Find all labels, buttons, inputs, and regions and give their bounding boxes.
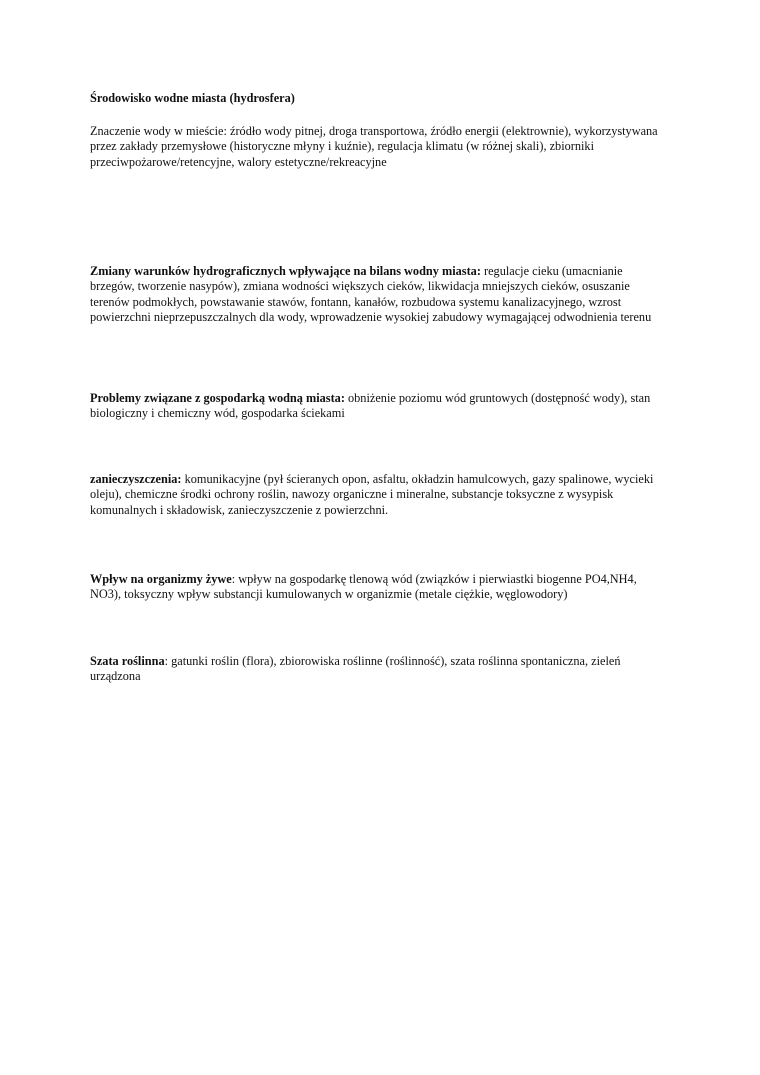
section-text: : gatunki roślin (flora), zbiorowiska roślinne (roślinność), szata roślinna spontaniczna, zieleń urządzona <box>90 654 621 684</box>
section-lead: Zmiany warunków hydrograficznych wpływające na bilans wodny miasta: <box>90 264 481 278</box>
section-vegetation <box>90 654 665 685</box>
section-text: regulacje cieku (umacnianie brzegów, tworzenie nasypów), zmiana wodności większych cieków, likwidacja mniejszych cieków, osuszanie terenów podmokłych, powstawanie stawów, fontann, kanałów, rozbudowa systemu kanalizacyjnego, wzrost powierzchni nieprzepuszczalnych dla wody, wprowadzenie wysokiej zabudowy wymagającej odwodnienia terenu <box>90 264 652 325</box>
section-text: komunikacyjne (pył ścieranych opon, asfaltu, okładzin hamulcowych, gazy spalinowe, wycieki oleju), chemiczne środki ochrony roślin, nawozy organiczne i mineralne, substancje toksyczne z wysypisk komunalnych i składowisk, zanieczyszczenie z powierzchni. <box>90 472 654 517</box>
section-text: obniżenie poziomu wód gruntowych (dostępność wody), stan biologiczny i chemiczny wód, gospodarka ściekami <box>90 391 651 421</box>
section-lead: zanieczyszczenia: <box>90 472 182 486</box>
section-text: : wpływ na gospodarkę tlenową wód (związków i pierwiastki biogenne PO4,NH4, NO3), toksyczny wpływ substancji kumulowanych w organizmie (metale ciężkie, węglowodory) <box>90 572 637 602</box>
intro-paragraph: Znaczenie wody w mieście: źródło wody pitnej, droga transportowa, źródło energii (elektrownie), wykorzystywana przez zakłady przemysłowe (historyczne młyny i kuźnie), regulacja klimatu (w różnej skali), zbiorniki przeciwpożarowe/retencyjne, walory estetyczne/rekreacyjne <box>90 124 658 169</box>
section-lead: Wpływ na organizmy żywe <box>90 572 232 586</box>
section-water-management-problems <box>90 391 665 422</box>
section-lead: Problemy związane z gospodarką wodną miasta: <box>90 391 345 405</box>
section-impact-on-organisms <box>90 572 665 603</box>
section-pollution <box>90 472 665 518</box>
document-title: Środowisko wodne miasta (hydrosfera) <box>90 91 295 105</box>
section-hydrographic-changes <box>90 264 665 326</box>
section-lead: Szata roślinna <box>90 654 165 668</box>
